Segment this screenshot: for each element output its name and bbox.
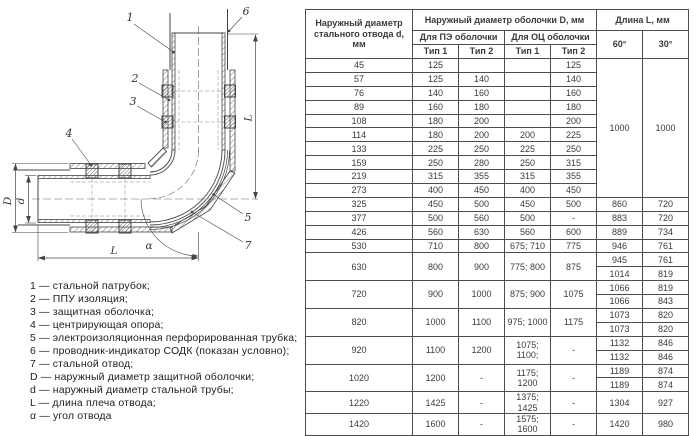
cell-pe-type2: 280 — [459, 156, 505, 170]
cell-pe-type2: - — [459, 392, 505, 414]
table-row — [306, 364, 689, 378]
cell-pe-type1: 1100 — [413, 336, 459, 364]
cell-pe-type1: 125 — [413, 72, 459, 86]
table-row — [306, 281, 689, 295]
cell-oc-type1: 500 — [505, 211, 551, 225]
dim-label-d: d — [15, 197, 27, 205]
cell-oc-type1: 1175; 1200 — [505, 364, 551, 392]
cell-oc-type1: 315 — [505, 170, 551, 184]
cell-oc-type2: - — [551, 336, 597, 364]
cell-length-60: 1073 — [597, 309, 643, 323]
cell-pe-type2: 630 — [459, 225, 505, 239]
callout-1 — [127, 11, 175, 53]
cell-d: 273 — [306, 184, 413, 198]
cell-pe-type2: 560 — [459, 211, 505, 225]
legend-item: 3 — защитная оболочка; — [30, 306, 155, 318]
cell-pe-type2: 1100 — [459, 309, 505, 337]
cell-pe-type1: 125 — [413, 59, 459, 73]
cell-pe-type2: 160 — [459, 86, 505, 100]
header-oc-type1: Тип 1 — [505, 45, 551, 59]
cell-pe-type2: 200 — [459, 114, 505, 128]
cell-oc-type2: 225 — [551, 128, 597, 142]
steel-bend-outer-wall — [150, 150, 225, 225]
cell-d: 45 — [306, 59, 413, 73]
dim-label-angle: α — [145, 240, 153, 252]
table-header — [306, 10, 689, 59]
cell-length-30: 874 — [643, 364, 689, 378]
cell-oc-type1 — [505, 114, 551, 128]
cell-length-60: 1304 — [597, 392, 643, 414]
casing-wall-left — [163, 70, 168, 148]
cell-oc-type1 — [505, 72, 551, 86]
callout-4 — [65, 127, 93, 166]
cell-d: 108 — [306, 114, 413, 128]
cell-pe-type2: 450 — [459, 184, 505, 198]
cell-oc-type1: 1375; 1425 — [505, 392, 551, 414]
legend-item: d — наружный диаметр стальной трубы; — [30, 384, 234, 396]
table-row — [306, 59, 689, 73]
header-60deg: 60° — [597, 31, 643, 59]
cell-length-30: 761 — [643, 239, 689, 253]
table-row — [306, 239, 689, 253]
header-pe-type2: Тип 2 — [459, 45, 505, 59]
casing-bend-inner — [148, 148, 167, 167]
header-pe-type1: Тип 1 — [413, 45, 459, 59]
legend-item: 5 — электроизоляционная перфорированная трубка; — [30, 332, 298, 344]
legend-item: 1 — стальной патрубок; — [30, 280, 150, 292]
cell-oc-type1: 400 — [505, 184, 551, 198]
header-length: Длина L, мм — [597, 10, 689, 31]
cell-pe-type1: 450 — [413, 197, 459, 211]
cell-oc-type1: 775; 800 — [505, 253, 551, 281]
cell-length-60: 1066 — [597, 281, 643, 295]
centering-support — [86, 164, 98, 178]
table-row — [306, 392, 689, 414]
table-body — [306, 59, 689, 436]
table-row — [306, 211, 689, 225]
dim-label-D: D — [2, 196, 14, 206]
cell-pe-type1: 140 — [413, 86, 459, 100]
cell-length-60: 1014 — [597, 267, 643, 281]
insulating-perforated-tube — [150, 150, 228, 228]
cell-pe-type2: 180 — [459, 100, 505, 114]
cell-length-60: 860 — [597, 197, 643, 211]
cell-pe-type1: 180 — [413, 128, 459, 142]
table-row — [306, 336, 689, 350]
header-steel-bend-diameter: Наружный диаметр стального отвода d, мм — [306, 10, 413, 59]
centering-support — [225, 116, 236, 128]
elbow-diagram — [0, 0, 302, 272]
cell-length-30: 761 — [643, 253, 689, 267]
cell-oc-type2: 875 — [551, 253, 597, 281]
cell-oc-type1 — [505, 86, 551, 100]
cell-oc-type2: 500 — [551, 197, 597, 211]
header-oc-shell: Для ОЦ оболочки — [505, 31, 597, 45]
cell-d: 89 — [306, 100, 413, 114]
header-30deg: 30° — [643, 31, 689, 59]
centering-support — [162, 116, 173, 128]
cell-oc-type2: 315 — [551, 156, 597, 170]
casing-wall-top — [70, 164, 145, 169]
cell-length-30: 720 — [643, 211, 689, 225]
cell-oc-type2: 450 — [551, 184, 597, 198]
cell-d: 325 — [306, 197, 413, 211]
cell-pe-type1: 1425 — [413, 392, 459, 414]
cell-length-30: 846 — [643, 350, 689, 364]
table-row — [306, 197, 689, 211]
cell-oc-type1: 975; 1000 — [505, 309, 551, 337]
cell-oc-type2: - — [551, 414, 597, 436]
cell-pe-type1: 710 — [413, 239, 459, 253]
centering-support — [162, 85, 173, 97]
cell-d: 114 — [306, 128, 413, 142]
cell-pe-type2: 800 — [459, 239, 505, 253]
cell-length-60: 1189 — [597, 378, 643, 392]
callout-5 — [212, 193, 251, 224]
cell-oc-type2: 180 — [551, 100, 597, 114]
cell-oc-type2: 200 — [551, 114, 597, 128]
cell-d: 426 — [306, 225, 413, 239]
cell-oc-type2: 125 — [551, 59, 597, 73]
cell-oc-type1 — [505, 59, 551, 73]
cell-length-60: 945 — [597, 253, 643, 267]
cell-d: 76 — [306, 86, 413, 100]
cell-length-60: 1073 — [597, 322, 643, 336]
cell-pe-type1: 160 — [413, 100, 459, 114]
cell-pe-type2: 250 — [459, 142, 505, 156]
cell-length-30: 874 — [643, 378, 689, 392]
centering-support — [119, 220, 131, 233]
legend-item: α — угол отвода — [30, 410, 112, 422]
svg-text:3: 3 — [129, 95, 137, 108]
cell-oc-type2: - — [551, 211, 597, 225]
cell-length-30: 980 — [643, 414, 689, 436]
dimensions-table — [305, 9, 689, 436]
svg-text:2: 2 — [131, 72, 139, 85]
cell-d: 1420 — [306, 414, 413, 436]
bend-section — [148, 148, 235, 233]
cell-length-30: 820 — [643, 309, 689, 323]
legend-item: 7 — стальной отвод; — [30, 358, 134, 370]
cell-length-30: 1000 — [643, 59, 689, 198]
cell-oc-type1: 200 — [505, 128, 551, 142]
callout-7 — [191, 211, 252, 252]
cell-pe-type1: 560 — [413, 225, 459, 239]
cell-length-30: 820 — [643, 322, 689, 336]
cell-d: 133 — [306, 142, 413, 156]
cell-d: 1220 — [306, 392, 413, 414]
cell-oc-type1: 1075; 1100; — [505, 336, 551, 364]
legend-item: 4 — центрирующая опора; — [30, 319, 164, 331]
cell-pe-type2: 355 — [459, 170, 505, 184]
cell-length-30: 720 — [643, 197, 689, 211]
cell-oc-type1: 450 — [505, 197, 551, 211]
legend — [30, 280, 297, 423]
cell-oc-type2: 250 — [551, 142, 597, 156]
cell-length-60: 1189 — [597, 364, 643, 378]
cell-d: 1020 — [306, 364, 413, 392]
cell-oc-type2: 140 — [551, 72, 597, 86]
cell-pe-type1: 250 — [413, 156, 459, 170]
cell-oc-type1: 225 — [505, 142, 551, 156]
cell-d: 820 — [306, 309, 413, 337]
svg-text:6: 6 — [242, 5, 250, 18]
cell-length-30: 927 — [643, 392, 689, 414]
cell-length-30: 846 — [643, 336, 689, 350]
svg-text:7: 7 — [244, 239, 252, 252]
cell-oc-type2: 355 — [551, 170, 597, 184]
cell-pe-type2: 1200 — [459, 336, 505, 364]
cell-oc-type2: 775 — [551, 239, 597, 253]
cell-pe-type2: 900 — [459, 253, 505, 281]
cell-oc-type2: 600 — [551, 225, 597, 239]
svg-text:1: 1 — [126, 11, 134, 24]
cell-length-60: 1066 — [597, 295, 643, 309]
cell-oc-type1 — [505, 100, 551, 114]
centering-support — [86, 220, 98, 233]
cell-length-60: 1132 — [597, 336, 643, 350]
svg-text:4: 4 — [65, 127, 73, 140]
cell-pe-type2: 1000 — [459, 281, 505, 309]
cell-oc-type2: - — [551, 364, 597, 392]
cell-d: 630 — [306, 253, 413, 281]
cell-pe-type2: 140 — [459, 72, 505, 86]
horizontal-pipe-section — [18, 164, 258, 234]
cell-pe-type1: 500 — [413, 211, 459, 225]
header-shell-diameter: Наружный диаметр оболочки D, мм — [413, 10, 597, 31]
cell-length-60: 883 — [597, 211, 643, 225]
cell-length-60: 946 — [597, 239, 643, 253]
centering-support — [225, 85, 236, 97]
table-row — [306, 253, 689, 267]
cell-pe-type1: 900 — [413, 281, 459, 309]
cell-oc-type2: 1175 — [551, 309, 597, 337]
header-oc-type2: Тип 2 — [551, 45, 597, 59]
cell-pe-type1: 1000 — [413, 309, 459, 337]
legend-item: 6 — проводник-индикатор СОДК (показан условно); — [30, 345, 290, 357]
cell-d: 377 — [306, 211, 413, 225]
cell-length-30: 819 — [643, 281, 689, 295]
cell-pe-type2 — [459, 59, 505, 73]
table-row — [306, 309, 689, 323]
cell-length-30: 734 — [643, 225, 689, 239]
cell-oc-type1: 675; 710 — [505, 239, 551, 253]
dim-label-L-right: L — [242, 114, 255, 122]
cell-oc-type2: 160 — [551, 86, 597, 100]
cell-length-60: 1420 — [597, 414, 643, 436]
callout-6 — [228, 5, 250, 32]
cell-pe-type2: 200 — [459, 128, 505, 142]
centering-support — [119, 164, 131, 178]
vertical-pipe-section — [162, 9, 236, 171]
cell-length-30: 843 — [643, 295, 689, 309]
dimensions-table-wrap — [305, 9, 688, 436]
cell-oc-type1: 875; 900 — [505, 281, 551, 309]
cell-pe-type1: 180 — [413, 114, 459, 128]
legend-item: L — длина плеча отвода; — [30, 397, 156, 409]
cell-pe-type1: 315 — [413, 170, 459, 184]
cell-oc-type2: 1075 — [551, 281, 597, 309]
callout-3 — [130, 95, 167, 123]
legend-item: D — наружный диаметр защитной оболочки; — [30, 371, 255, 383]
cell-pe-type2: - — [459, 364, 505, 392]
cell-d: 530 — [306, 239, 413, 253]
header-pe-shell: Для ПЭ оболочки — [413, 31, 505, 45]
table-row — [306, 225, 689, 239]
cell-length-30: 819 — [643, 267, 689, 281]
cell-d: 159 — [306, 156, 413, 170]
cell-length-60: 1000 — [597, 59, 643, 198]
cell-pe-type1: 225 — [413, 142, 459, 156]
cell-pe-type1: 1200 — [413, 364, 459, 392]
cell-oc-type1: 560 — [505, 225, 551, 239]
cell-oc-type1: 250 — [505, 156, 551, 170]
cell-pe-type2: - — [459, 414, 505, 436]
cell-pe-type1: 400 — [413, 184, 459, 198]
dim-label-L-bottom: L — [110, 245, 118, 257]
cell-oc-type1: 1575; 1600 — [505, 414, 551, 436]
cell-length-60: 1132 — [597, 350, 643, 364]
cell-pe-type1: 800 — [413, 253, 459, 281]
cell-oc-type2: - — [551, 392, 597, 414]
legend-item: 2 — ППУ изоляция; — [30, 293, 128, 305]
cell-d: 920 — [306, 336, 413, 364]
cell-d: 720 — [306, 281, 413, 309]
svg-text:5: 5 — [244, 211, 252, 224]
cell-pe-type2: 500 — [459, 197, 505, 211]
cell-length-60: 889 — [597, 225, 643, 239]
cell-pe-type1: 1600 — [413, 414, 459, 436]
cell-d: 219 — [306, 170, 413, 184]
cell-d: 57 — [306, 72, 413, 86]
